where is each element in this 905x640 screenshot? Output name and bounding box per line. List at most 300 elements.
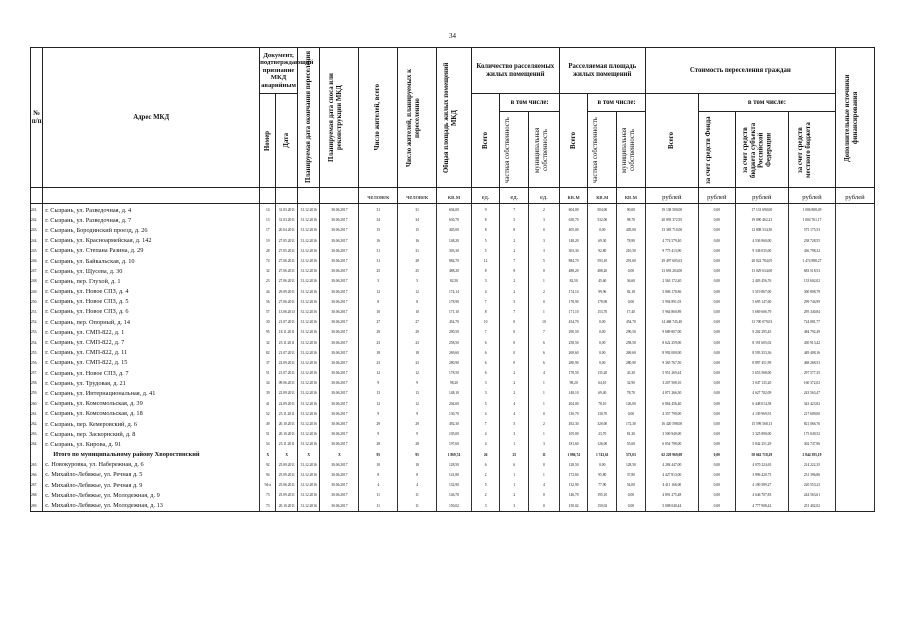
row-number: 254.: [31, 337, 43, 347]
row-residents-planned: 31: [398, 204, 437, 216]
row-cost-fund: 0,00: [698, 236, 735, 246]
row-cost: 4 774 579,40: [645, 236, 698, 246]
row-residents: 18: [359, 348, 398, 358]
row-res-area-municipal: 454,70: [617, 317, 646, 327]
row-cost: 20 093 372,95: [645, 215, 698, 225]
header-residents-total-text: Число жителей, всего: [374, 84, 382, 151]
row-cost-subject: 9 202 295,45: [735, 327, 788, 337]
row-demolition: 30.06.2017: [320, 470, 359, 480]
row-resettle-end: 31.12.2016: [297, 276, 320, 286]
row-number: 268.: [31, 490, 43, 500]
row-cost-fund: 0,00: [698, 368, 735, 378]
row-count-private: 8: [500, 225, 529, 235]
row-cost: 4 427 813,00: [645, 470, 698, 480]
header-count-total: [471, 94, 500, 188]
row-demolition: 30.06.2017: [320, 399, 359, 409]
row-residents: 5: [359, 276, 398, 286]
row-count: 5: [471, 480, 500, 490]
row-resettle-end: 31.12.2016: [297, 480, 320, 490]
header-total-area: [437, 48, 472, 188]
row-cost-local: 302 747,96: [788, 439, 835, 449]
row-cost-fund: 0,00: [698, 470, 735, 480]
row-res-area: 128,50: [559, 460, 588, 470]
row-cost-local: 160 372,02: [788, 378, 835, 388]
row-residents: 31: [359, 204, 398, 216]
table-row: [31, 409, 875, 419]
table-row: [31, 490, 875, 500]
row-number: 257.: [31, 368, 43, 378]
row-cost-subject: 8 593 353,36: [735, 348, 788, 358]
row-cost: 9 775 413,90: [645, 246, 698, 256]
table-row: [31, 480, 875, 490]
row-address: с. Новокуровка, ул. Набережная, д. 6: [43, 460, 260, 470]
row-area: 884,70: [437, 256, 472, 266]
row-resettle-end: 31.12.2016: [297, 409, 320, 419]
row-res-area: 454,70: [559, 317, 588, 327]
row-cost: 5 964 860,89: [645, 307, 698, 317]
row-address: г. Сызрань, ул. Комсомольская, д. 39: [43, 399, 260, 409]
row-count: 8: [471, 266, 500, 276]
row-number: 264.: [31, 439, 43, 449]
row-res-area-municipal: 126,00: [617, 399, 646, 409]
header-residents-planned: [398, 48, 437, 188]
row-cost-fund: 0,00: [698, 287, 735, 297]
row-number: 251.: [31, 307, 43, 317]
row-area: 258,50: [437, 337, 472, 347]
row-count: 3: [471, 388, 500, 398]
row-demolition: 30.06.2017: [320, 215, 359, 225]
row-cost-local: 2 844 395,19: [788, 450, 835, 460]
row-count: 7: [471, 419, 500, 429]
row-count: 5: [471, 399, 500, 409]
row-resettle-end: 31.12.2016: [297, 215, 320, 225]
row-count-private: 0: [500, 337, 529, 347]
header-area-group: Расселяемая площадь жилых помещений: [559, 48, 645, 94]
row-res-area-municipal: 78,70: [617, 388, 646, 398]
row-res-area-private: 92,80: [588, 246, 617, 256]
row-demolition: 30.06.2017: [320, 419, 359, 429]
row-res-area: 98,20: [559, 378, 588, 388]
row-demolition: 30.06.2017: [320, 429, 359, 439]
row-residents: 11: [359, 500, 398, 511]
row-residents-planned: 16: [398, 236, 437, 246]
row-cost-subject: 8 897 451,99: [735, 358, 788, 368]
row-cost-local: 238 728,55: [788, 236, 835, 246]
row-demolition: 30.06.2017: [320, 439, 359, 449]
row-res-area-private: 153,70: [588, 307, 617, 317]
row-count: 3: [471, 378, 500, 388]
row-cost-fund: 0,00: [698, 429, 735, 439]
row-cost: 6 864 456,40: [645, 399, 698, 409]
table-row: [31, 399, 875, 409]
row-residents-planned: 11: [398, 490, 437, 500]
table-row: [31, 348, 875, 358]
row-count: 6: [471, 460, 500, 470]
row-address: г. Сызрань, ул. Кирова, д. 91: [43, 439, 260, 449]
row-cost-local: 175 049,52: [788, 429, 835, 439]
row-area: 454,70: [437, 317, 472, 327]
row-residents-planned: 18: [398, 348, 437, 358]
row-demolition: 30.06.2017: [320, 480, 359, 490]
row-number: 260.: [31, 399, 43, 409]
row-address: с. Михайло-Лебяжье, ул. Речная д. 9: [43, 480, 260, 490]
row-resettle-end: 31.12.2016: [297, 327, 320, 337]
row-doc-number: 37: [260, 358, 276, 368]
row-demolition: 30.06.2017: [320, 256, 359, 266]
row-residents: 12: [359, 287, 398, 297]
row-resettle-end: 31.12.2016: [297, 266, 320, 276]
row-residents: 9: [359, 429, 398, 439]
row-residents: 34: [359, 215, 398, 225]
row-address: г. Сызрань, ул. Степана Разина, д. 29: [43, 246, 260, 256]
row-count-municipal: 1: [529, 276, 560, 286]
row-demolition: 30.06.2017: [320, 307, 359, 317]
row-doc-date: 13.06.2013: [276, 307, 297, 317]
row-cost: 9 365 767,50: [645, 358, 698, 368]
row-resettle-end: 31.12.2016: [297, 337, 320, 347]
row-cost-fund: 0,00: [698, 500, 735, 511]
row-area: 290,50: [437, 327, 472, 337]
row-area: 204,00: [437, 399, 472, 409]
row-residents-planned: 29: [398, 327, 437, 337]
row-cost-fund: 0,00: [698, 246, 735, 256]
row-doc-number: 44: [260, 287, 276, 297]
row-cost-subject: 58 662 718,29: [735, 450, 788, 460]
row-residents: 9: [359, 409, 398, 419]
row-count-municipal: 0: [529, 266, 560, 276]
unit-sqm: кв.м: [559, 188, 588, 204]
row-count: 8: [471, 307, 500, 317]
row-demolition: 30.06.2017: [320, 368, 359, 378]
row-area: 141,80: [437, 470, 472, 480]
row-cost-local: 214 222,35: [788, 460, 835, 470]
row-count-private: 2: [500, 246, 529, 256]
row-number: 249.: [31, 287, 43, 297]
row-doc-date: 21.07.2011: [276, 368, 297, 378]
row-res-area-municipal: 291,60: [617, 256, 646, 266]
row-cost: 13 693 204,00: [645, 266, 698, 276]
unit-rub: рублей: [645, 188, 698, 204]
row-res-area-municipal: 290,50: [617, 327, 646, 337]
header-count-group: Количество расселяемых жилых помещений: [471, 48, 559, 94]
row-cost-subject: 4 190 589,27: [735, 480, 788, 490]
row-additional: [835, 215, 874, 225]
row-cost-fund: 0,00: [698, 215, 735, 225]
row-cost-fund: 0,00: [698, 297, 735, 307]
table-row: [31, 368, 875, 378]
row-count-municipal: 6: [529, 348, 560, 358]
row-number: 267.: [31, 480, 43, 490]
row-residents-planned: 27: [398, 317, 437, 327]
row-cost-local: 231 396,86: [788, 470, 835, 480]
row-cost: 13 383 710,00: [645, 225, 698, 235]
row-cost-subject: 13 700 079,03: [735, 317, 788, 327]
row-number: 265.: [31, 460, 43, 470]
row-residents-planned: 8: [398, 297, 437, 307]
row-area: 98,20: [437, 378, 472, 388]
row-count-municipal: 0: [529, 460, 560, 470]
row-resettle-end: 31.12.2016: [297, 246, 320, 256]
row-cost: 5 806 178,86: [645, 287, 698, 297]
row-count: 5: [471, 236, 500, 246]
row-residents-planned: 9: [398, 429, 437, 439]
row-additional: [835, 256, 874, 266]
page-number: 34: [449, 32, 456, 40]
row-count-municipal: 6: [529, 358, 560, 368]
row-cost-fund: 0,00: [698, 399, 735, 409]
table-row: [31, 276, 875, 286]
row-res-area: 492,30: [559, 419, 588, 429]
table-row: [31, 266, 875, 276]
row-res-area: 146,70: [559, 490, 588, 500]
header-fund: [698, 112, 735, 188]
row-doc-number: 51: [260, 368, 276, 378]
row-residents: 8: [359, 470, 398, 480]
row-res-area-private: 99,96: [588, 287, 617, 297]
row-additional: [835, 388, 874, 398]
row-count-private: 7: [500, 256, 529, 266]
header-fund-text: за счет средств Фонда: [704, 115, 712, 184]
row-count: 7: [471, 327, 500, 337]
row-additional: [835, 460, 874, 470]
units-row: [31, 188, 875, 204]
row-residents-planned: 11: [398, 500, 437, 511]
row-cost-subject: 3 996 420,75: [735, 470, 788, 480]
row-cost-local: 1 006 808,49: [788, 204, 835, 216]
row-doc-date: 25.11.2011: [276, 409, 297, 419]
row-cost: 9 689 807,00: [645, 327, 698, 337]
row-doc-number: 34: [260, 378, 276, 388]
row-demolition: 30.06.2017: [320, 348, 359, 358]
row-demolition: X: [320, 450, 359, 460]
row-count-municipal: 1: [529, 378, 560, 388]
row-res-area-private: 23,70: [588, 429, 617, 439]
row-res-area-private: 532,00: [588, 215, 617, 225]
unit-cell: [320, 188, 359, 204]
row-number: 244.: [31, 236, 43, 246]
row-res-area: 488,20: [559, 266, 588, 276]
row-resettle-end: X: [297, 450, 320, 460]
row-demolition: 30.06.2017: [320, 317, 359, 327]
row-area: 280,90: [437, 358, 472, 368]
table-row: [31, 236, 875, 246]
header-local-budget: [788, 112, 835, 188]
row-address: г. Сызрань, Бородинский проезд, д. 26: [43, 225, 260, 235]
row-res-area-municipal: 36,60: [617, 276, 646, 286]
row-address: г. Сызрань, ул. Щусева, д. 30: [43, 266, 260, 276]
table-row: [31, 439, 875, 449]
row-doc-number: 32: [260, 266, 276, 276]
row-count-municipal: 0: [529, 490, 560, 500]
row-resettle-end: 31.12.2016: [297, 236, 320, 246]
row-address: г. Сызрань, ул. СМП-822, д. 15: [43, 358, 260, 368]
row-residents: 10: [359, 460, 398, 470]
row-demolition: 30.06.2017: [320, 327, 359, 337]
row-doc-date: 22.09.2011: [276, 388, 297, 398]
row-additional: [835, 204, 874, 216]
row-demolition: 30.06.2017: [320, 460, 359, 470]
row-cost-subject: 28 022 784,05: [735, 256, 788, 266]
row-count-private: 7: [500, 204, 529, 216]
row-cost-fund: 0,00: [698, 388, 735, 398]
row-address: г. Сызрань, ул. Разведочная, д. 7: [43, 215, 260, 225]
row-address: г. Сызрань, ул. Интернациональная, д. 41: [43, 388, 260, 398]
row-count-private: 25: [500, 450, 529, 460]
row-res-area-municipal: 37,80: [617, 470, 646, 480]
row-area: 630,70: [437, 215, 472, 225]
header-subject-budget: [735, 112, 788, 188]
row-doc-number: 56: [260, 297, 276, 307]
row-residents: 11: [359, 490, 398, 500]
row-address: г. Сызрань, ул. Трудовая, д. 21: [43, 378, 260, 388]
row-res-area: 171,10: [559, 307, 588, 317]
row-count-private: 2: [500, 378, 529, 388]
row-cost-subject: 4 646 707,83: [735, 490, 788, 500]
row-count-municipal: 2: [529, 287, 560, 297]
row-res-area-private: 45,60: [588, 276, 617, 286]
row-count-private: 1: [500, 439, 529, 449]
row-doc-number: 73: [260, 490, 276, 500]
row-number: 243.: [31, 225, 43, 235]
row-res-area: 1 886,74: [559, 450, 588, 460]
row-cost-fund: 0,00: [698, 337, 735, 347]
row-area: 82,50: [437, 276, 472, 286]
header-doc-number: [260, 94, 276, 188]
row-resettle-end: 31.12.2016: [297, 490, 320, 500]
row-cost-subject: 5 695 147,60: [735, 297, 788, 307]
row-res-area-municipal: 55,60: [617, 439, 646, 449]
row-cost-local: 297 577,35: [788, 368, 835, 378]
row-doc-date: 20.10.2011: [276, 419, 297, 429]
row-additional: [835, 348, 874, 358]
row-cost-subject: 4 627 702,09: [735, 388, 788, 398]
row-residents-planned: 8: [398, 470, 437, 480]
row-cost-fund: 0,00: [698, 460, 735, 470]
row-residents-planned: 12: [398, 287, 437, 297]
row-residents-planned: 23: [398, 358, 437, 368]
row-doc-date: 29.09.2011: [276, 287, 297, 297]
unit-cell: [31, 188, 43, 204]
row-res-area-municipal: 78,90: [617, 236, 646, 246]
row-doc-number: 54: [260, 439, 276, 449]
row-doc-date: 27.06.2011: [276, 266, 297, 276]
row-count: 6: [471, 358, 500, 368]
row-res-area-municipal: 0,00: [617, 490, 646, 500]
row-area: 148,20: [437, 236, 472, 246]
row-demolition: 30.06.2017: [320, 287, 359, 297]
row-cost-fund: 0,00: [698, 490, 735, 500]
header-area-municipal: [617, 112, 646, 188]
row-count-municipal: 3: [529, 439, 560, 449]
row-residents-planned: 10: [398, 307, 437, 317]
row-cost-local: 484 792,49: [788, 327, 835, 337]
row-count-municipal: 7: [529, 327, 560, 337]
row-address: г. Сызрань, пер. Заскорнский, д. 8: [43, 429, 260, 439]
row-cost-local: 220 553,23: [788, 480, 835, 490]
row-cost-local: 821 066,76: [788, 419, 835, 429]
header-cost-total-text: Всего: [667, 132, 675, 149]
row-cost-local: 343 423,82: [788, 399, 835, 409]
resettlement-table: [30, 47, 875, 512]
row-doc-number: 28: [260, 246, 276, 256]
row-number: 259.: [31, 388, 43, 398]
row-count-municipal: 3: [529, 236, 560, 246]
row-resettle-end: 31.12.2016: [297, 388, 320, 398]
row-resettle-end: 31.12.2016: [297, 287, 320, 297]
row-count: 3: [471, 276, 500, 286]
row-residents: 31: [359, 256, 398, 266]
row-resettle-end: 31.12.2016: [297, 439, 320, 449]
table-row: [31, 460, 875, 470]
row-res-area: 258,50: [559, 337, 588, 347]
header-area-private-text: частная собственность: [592, 116, 600, 183]
row-doc-date: 25.11.2011: [276, 439, 297, 449]
row-number: 245.: [31, 246, 43, 256]
row-area: 405,00: [437, 225, 472, 235]
row-count: 4: [471, 439, 500, 449]
row-resettle-end: 31.12.2016: [297, 358, 320, 368]
row-cost-subject: 17 131 690,00: [735, 204, 788, 216]
row-res-area: 884,70: [559, 256, 588, 266]
row-count-municipal: 2: [529, 419, 560, 429]
row-doc-date: 27.06.2011: [276, 276, 297, 286]
row-doc-date: 31.03.2011: [276, 204, 297, 216]
total-row: [31, 450, 875, 460]
unit-rub: рублей: [735, 188, 788, 204]
row-res-area-private: 320,00: [588, 419, 617, 429]
row-count: 7: [471, 297, 500, 307]
row-address: г. Сызрань, ул. Комсомольская, д. 18: [43, 409, 260, 419]
row-cost-subject: 6 448 014,58: [735, 399, 788, 409]
row-cost-local: 468 268,53: [788, 358, 835, 368]
row-residents-planned: 31: [398, 246, 437, 256]
row-count: 10: [471, 317, 500, 327]
row-residents: 13: [359, 388, 398, 398]
row-res-area-private: 0,00: [588, 460, 617, 470]
row-additional: [835, 266, 874, 276]
row-number: 269.: [31, 500, 43, 511]
header-count-municipal-text: муниципальная собственность: [533, 126, 549, 173]
row-resettle-end: 31.12.2016: [297, 307, 320, 317]
row-residents: 12: [359, 368, 398, 378]
row-res-area-private: 0,00: [588, 225, 617, 235]
row-resettle-end: 31.12.2016: [297, 225, 320, 235]
row-res-area-private: 1 743,61: [588, 450, 617, 460]
row-doc-date: 25.09.2011: [276, 460, 297, 470]
row-cost-fund: 0,00: [698, 307, 735, 317]
row-address: г. Сызрань, пер. Кемеровский, д. 6: [43, 419, 260, 429]
row-address: с. Михайло-Лебяжье, ул. Молодежная, д. 9: [43, 490, 260, 500]
row-res-area-municipal: 0,00: [617, 409, 646, 419]
row-count-municipal: 1: [529, 429, 560, 439]
row-additional: [835, 429, 874, 439]
table-row: [31, 337, 875, 347]
row-residents-planned: 9: [398, 409, 437, 419]
row-count-municipal: 11: [529, 450, 560, 460]
row-cost-subject: 2 403 456,76: [735, 276, 788, 286]
row-address: г. Сызрань, пер. Опорный, д. 14: [43, 317, 260, 327]
row-cost-subject: 3 325 890,00: [735, 429, 788, 439]
row-cost-subject: 19 090 462,23: [735, 215, 788, 225]
table-row: [31, 419, 875, 429]
row-additional: [835, 439, 874, 449]
row-demolition: 30.06.2017: [320, 500, 359, 511]
row-resettle-end: 31.12.2016: [297, 317, 320, 327]
row-doc-number: 73: [260, 500, 276, 511]
row-cost-local: 300 808,79: [788, 287, 835, 297]
row-residents: 28: [359, 439, 398, 449]
row-cost-fund: 0,00: [698, 327, 735, 337]
